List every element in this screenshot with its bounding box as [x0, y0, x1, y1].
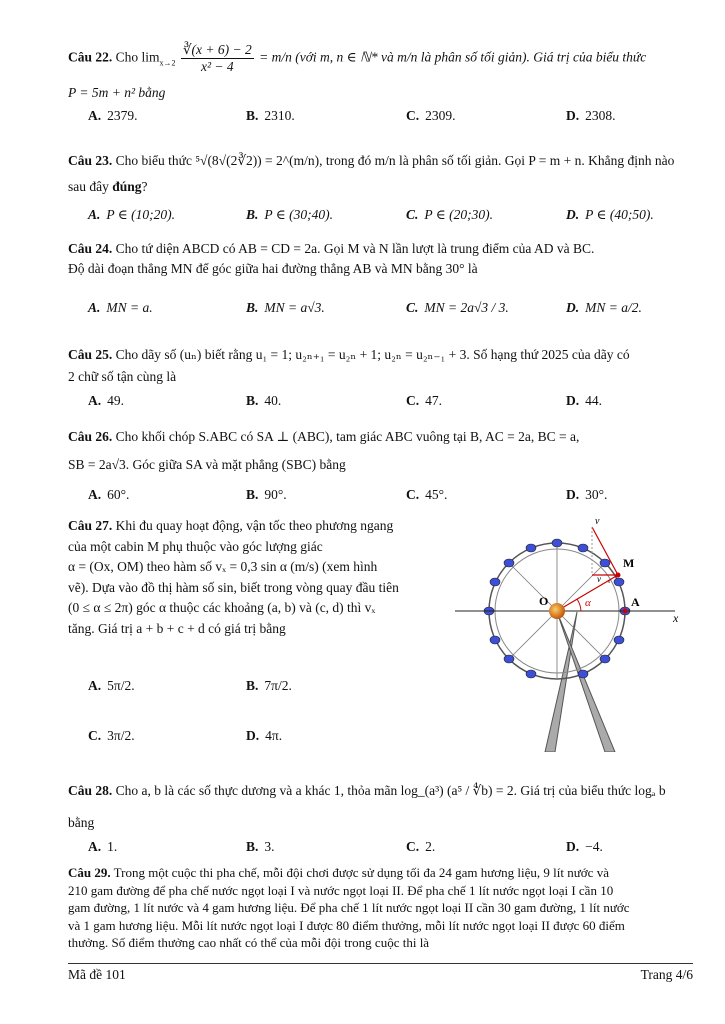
- option-c[interactable]: C. 47.: [406, 393, 442, 408]
- question-25: Câu 25. Cho dãy số (uₙ) biết rằng u₁ = 1; u₂ₙ₊₁ = u₂ₙ + 1; u₂ₙ = u₂ₙ₋₁ + 3. Số hạng thứ 2025 của dãy có: [68, 347, 630, 362]
- svg-text:O: O: [539, 594, 549, 608]
- options-22: [68, 108, 693, 130]
- ferris-wheel-figure: [455, 512, 693, 752]
- support-leg-left: [545, 612, 577, 752]
- limit-fraction: $\frac{∛(x + 6) - 2}{\text{x² − 4}}$: [182, 42, 252, 74]
- question-22: Câu 22. Cho $\lim_{x\to 2}$ $\frac{∛(x + 6) - 2}{\text{x² − 4}}$ = m/n (với m, n ∈ ℕ* và m/n là phân số tối giản). Giá trị của biểu thức: [68, 42, 647, 74]
- option-a[interactable]: A. 60°.: [88, 487, 130, 502]
- svg-text:α: α: [585, 597, 591, 609]
- svg-text:A: A: [631, 595, 640, 609]
- option-d[interactable]: D. P ∈ (40;50).: [566, 207, 654, 222]
- options-24: [68, 300, 693, 322]
- page-number: Trang 4/6: [640, 967, 693, 982]
- option-b[interactable]: B. 2310.: [246, 108, 295, 123]
- option-b[interactable]: B. P ∈ (30;40).: [246, 207, 333, 222]
- option-d[interactable]: D. −4.: [566, 839, 603, 854]
- svg-text:v⃗ₓ: v⃗ₓ: [597, 574, 611, 584]
- point-m: [616, 573, 621, 578]
- option-a[interactable]: A. 5π/2.: [88, 678, 135, 693]
- option-b[interactable]: B. 40.: [246, 393, 282, 408]
- hub: [549, 603, 565, 619]
- exam-code: Mã đề 101: [68, 967, 126, 982]
- angle-arc: [577, 599, 581, 611]
- option-a[interactable]: A. P ∈ (10;20).: [88, 207, 175, 222]
- options-23: [68, 207, 693, 229]
- page-footer: [68, 963, 693, 982]
- option-b[interactable]: B. MN = a√3.: [246, 300, 325, 315]
- options-25: [68, 393, 693, 415]
- option-a[interactable]: A. 1.: [88, 839, 118, 854]
- velocity-vector: [592, 527, 618, 575]
- option-d[interactable]: D. 2308.: [566, 108, 616, 123]
- svg-text:v⃗: v⃗: [595, 516, 608, 527]
- option-a[interactable]: A. MN = a.: [88, 300, 153, 315]
- options-28: [68, 839, 693, 861]
- option-b[interactable]: B. 90°.: [246, 487, 287, 502]
- question-26: Câu 26. Cho khối chóp S.ABC có SA ⊥ (ABC), tam giác ABC vuông tại B, AC = 2a, BC = a,: [68, 429, 580, 444]
- question-24: Câu 24. Cho tứ diện ABCD có AB = CD = 2a. Gọi M và N lần lượt là trung điểm của AD và BC.: [68, 241, 595, 256]
- option-d[interactable]: D. 4π.: [246, 728, 283, 743]
- svg-text:x: x: [673, 611, 679, 625]
- option-c[interactable]: C. 2309.: [406, 108, 456, 123]
- options-26: [68, 487, 693, 509]
- option-a[interactable]: A. 2379.: [88, 108, 138, 123]
- option-b[interactable]: B. 3.: [246, 839, 275, 854]
- option-d[interactable]: D. 30°.: [566, 487, 608, 502]
- option-a[interactable]: A. 49.: [88, 393, 124, 408]
- option-c[interactable]: C. 3π/2.: [88, 728, 135, 743]
- question-28: Câu 28. Cho a, b là các số thực dương và a khác 1, thỏa mãn log_(a³) (a⁵ / ∜b) = 2. Giá trị của biểu thức logₐ b: [68, 783, 666, 798]
- option-c[interactable]: C. 45°.: [406, 487, 448, 502]
- option-c[interactable]: C. MN = 2a√3 / 3.: [406, 300, 509, 315]
- question-29: Câu 29. Trong một cuộc thi pha chế, mỗi đội chơi được sử dụng tối đa 24 gam hương liệu, 9 lít nước và 210 gam đường để pha chế nước ngọt loại I và nước ngọt loại II. Để pha chế 1 lít nước ngọt loại I cần 10 gam đường, 1 lít nước và 4 gam hương liệu. Để pha chế 1 lít nước ngọt loại II cần 30 gam đường, 1 lít nước và 1 gam hương liệu. Mỗi lít nước ngọt loại I được 80 điểm thưởng, mỗi lít nước ngọt loại II được 60 điểm thưởng. Số điểm thưởng cao nhất có thể của mỗi đội trong cuộc thi là: [68, 865, 630, 950]
- option-d[interactable]: D. 44.: [566, 393, 602, 408]
- option-b[interactable]: B. 7π/2.: [246, 678, 292, 693]
- point-a: [623, 609, 628, 614]
- question-27: Câu 27. Khi đu quay hoạt động, vận tốc theo phương ngang của một cabin M phụ thuộc vào góc lượng giác α = (Ox, OM) theo hàm số vₓ = 0,3 sin α (m/s) (xem hình vẽ). Dựa vào đồ thị hàm số sin, biết trong vòng quay đầu tiên (0 ≤ α ≤ 2π) góc α thuộc các khoảng (a, b) và (c, d) thì vₓ tăng. Giá trị a + b + c + d có giá trị bằng: [68, 518, 399, 636]
- option-c[interactable]: C. 2.: [406, 839, 436, 854]
- svg-text:M: M: [623, 556, 635, 570]
- question-23: Câu 23. Cho biểu thức ⁵√(8√(2∛2)) = 2^(m/n), trong đó m/n là phân số tối giản. Gọi P = m + n. Khẳng định nào: [68, 153, 675, 168]
- question-label: Câu 22.: [68, 49, 113, 65]
- option-d[interactable]: D. MN = a/2.: [566, 300, 642, 315]
- option-c[interactable]: C. P ∈ (20;30).: [406, 207, 493, 222]
